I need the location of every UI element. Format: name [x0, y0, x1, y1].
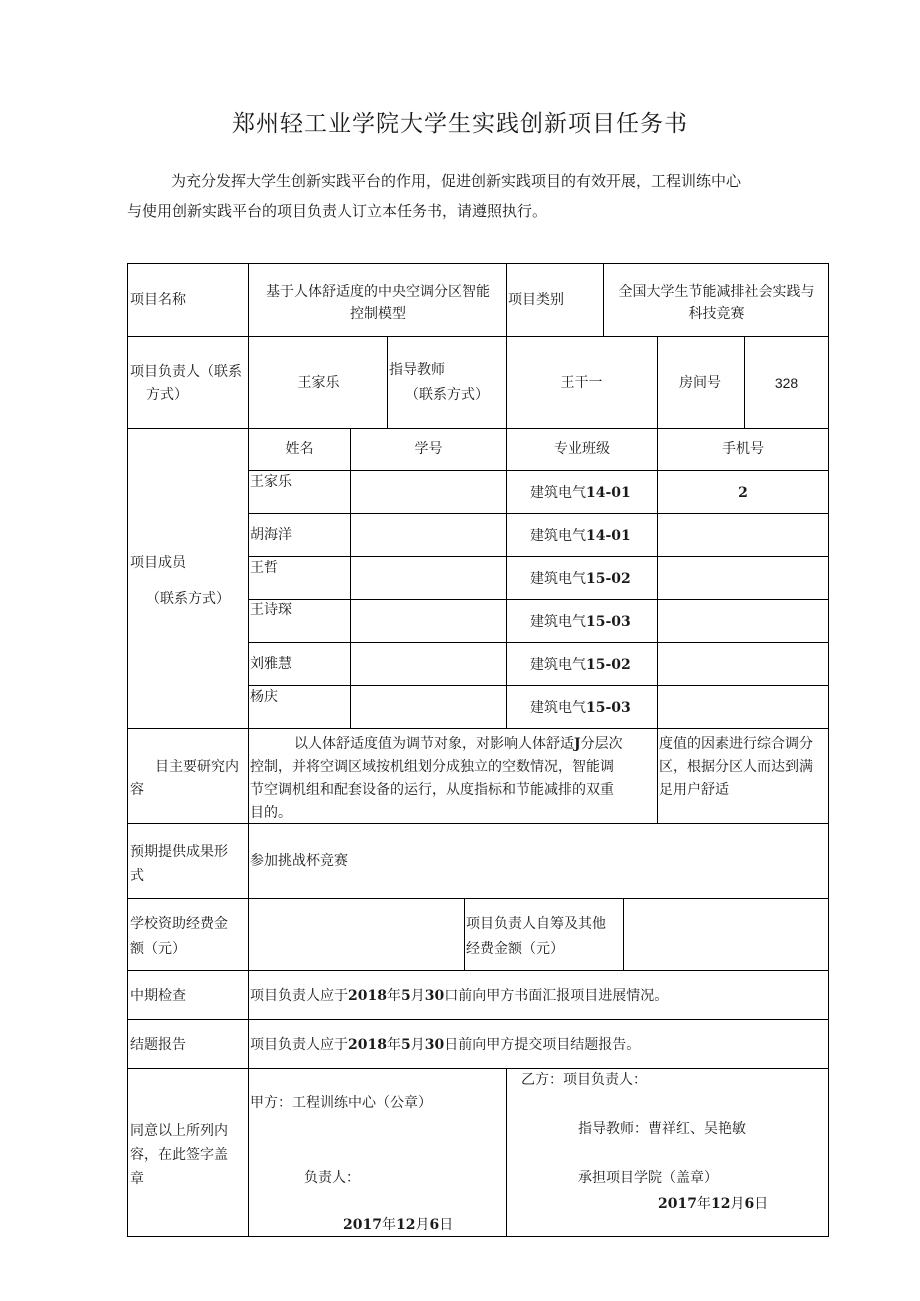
party-a-date: 2017年12月6日	[343, 1217, 454, 1233]
room-label: 房间号	[679, 375, 721, 391]
intro-line-2: 与使用创新实践平台的项目负责人订立本任务书，请遵照执行。	[127, 202, 548, 220]
midterm-text: 项目负责人应于2018年5月30口前向甲方书面汇报项目进展情况。	[250, 988, 669, 1004]
research-text-line-2: 控制，并将空调区域按机组划分成独立的空数情况，智能调	[250, 759, 614, 775]
document-title: 郑州轻工业学院大学生实践创新项目任务书	[232, 111, 688, 137]
self-funding-label-line-1: 项目负责人自筹及其他	[466, 916, 606, 932]
members-label-line-1: 项目成员	[130, 555, 186, 571]
project-category-line-2: 科技竞赛	[688, 306, 745, 322]
members-header-id: 学号	[414, 441, 443, 457]
school-funding-label-line-2: 额（元）	[130, 941, 186, 957]
member-name: 胡海洋	[250, 527, 292, 543]
research-text-line-3: 节空调机组和配套设备的运行，从度指标和节能减排的双重	[250, 782, 614, 798]
members-label-line-2: （联系方式）	[146, 591, 230, 607]
project-category-label: 项目类别	[508, 292, 564, 308]
member-name: 刘雅慧	[250, 656, 292, 672]
outcome-value: 参加挑战杯竞赛	[250, 853, 348, 869]
outcome-label-line-2: 式	[130, 868, 144, 884]
project-name-label: 项目名称	[130, 292, 186, 308]
research-text-line-4: 目的。	[250, 805, 292, 821]
members-header-phone: 手机号	[722, 441, 764, 457]
advisor-label-line-1: 指导教师	[389, 362, 445, 378]
research-label-line-1: 目主要研究内	[155, 759, 239, 775]
final-report-text: 项目负责人应于2018年5月30日前向甲方提交项目结题报告。	[250, 1037, 641, 1053]
intro-line-1: 为充分发挥大学生创新实践平台的作用，促进创新实践项目的有效开展，工程训练中心	[171, 172, 742, 190]
party-b-advisor: 指导教师：曹祥红、吴艳敏	[578, 1121, 746, 1137]
research-right-line-2: 区，根据分区人而达到满	[659, 759, 813, 775]
midterm-label: 中期检查	[130, 988, 186, 1004]
member-name: 王诗琛	[250, 602, 292, 618]
member-phone: 2	[738, 485, 748, 501]
leader-label-line-2: 方式）	[146, 387, 188, 403]
party-b-label: 乙方：项目负责人：	[521, 1072, 647, 1088]
school-funding-label-line-1: 学校资助经费金	[130, 916, 228, 932]
project-name-line-1: 基于人体舒适度的中央空调分区智能	[266, 284, 490, 300]
final-report-label: 结题报告	[130, 1037, 186, 1053]
leader-name: 王家乐	[297, 375, 340, 391]
party-a-person-label: 负责人：	[304, 1170, 360, 1186]
member-class: 建筑电气15-02	[530, 657, 631, 673]
research-label-line-2: 容	[130, 782, 144, 798]
research-right-line-3: 足用户舒适	[659, 782, 729, 798]
members-header-class: 专业班级	[554, 441, 610, 457]
project-name-line-2: 控制模型	[350, 306, 406, 322]
member-class: 建筑电气15-03	[530, 700, 631, 716]
members-header-name: 姓名	[285, 441, 314, 457]
research-text-line-1: 以人体舒适度值为调节对象，对影响人体舒适J分层次	[294, 736, 623, 752]
party-b-date: 2017年12月6日	[658, 1196, 769, 1212]
research-right-line-1: 度值的因素进行综合调分	[659, 736, 813, 752]
member-class: 建筑电气15-02	[530, 571, 631, 587]
project-category-line-1: 全国大学生节能减排社会实践与	[618, 284, 815, 300]
advisor-label-line-2: （联系方式）	[405, 387, 489, 403]
member-class: 建筑电气15-03	[530, 614, 631, 630]
member-name: 王家乐	[250, 474, 292, 490]
member-name: 杨庆	[250, 689, 278, 705]
room-value: 328	[774, 375, 799, 391]
signature-label-line-1: 同意以上所列内	[130, 1123, 228, 1139]
signature-label-line-3: 章	[130, 1171, 144, 1187]
self-funding-label-line-2: 经费金额（元）	[466, 941, 564, 957]
member-name: 王哲	[250, 560, 278, 576]
outcome-label-line-1: 预期提供成果形	[130, 844, 228, 860]
advisor-name: 王干一	[560, 375, 603, 391]
member-class: 建筑电气14-01	[530, 485, 631, 501]
party-b-college: 承担项目学院（盖章）	[578, 1170, 718, 1186]
leader-label-line-1: 项目负责人（联系	[130, 364, 242, 380]
member-class: 建筑电气14-01	[530, 528, 631, 544]
party-a-label: 甲方：工程训练中心（公章）	[250, 1095, 432, 1111]
signature-label-line-2: 容，在此签字盖	[130, 1147, 228, 1163]
